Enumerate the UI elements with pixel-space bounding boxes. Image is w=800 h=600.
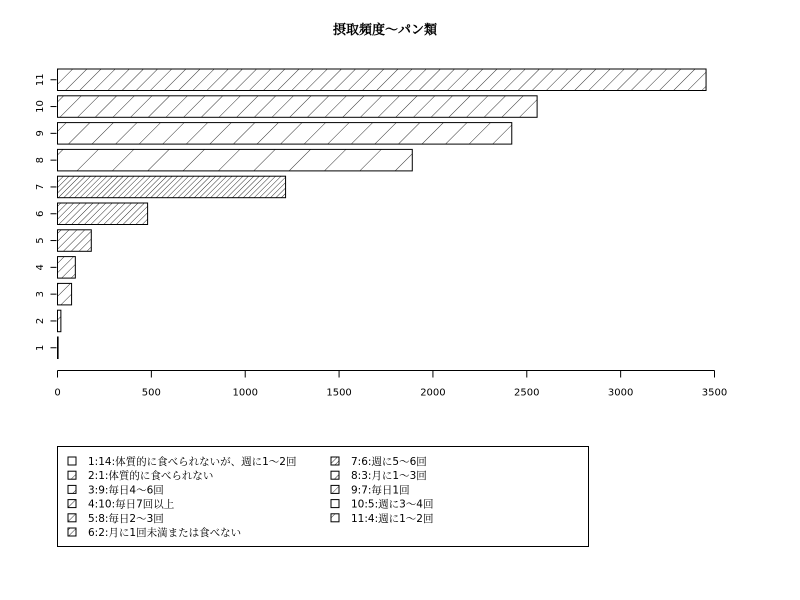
legend-item: 2:1:体質的に食べられない <box>88 470 214 483</box>
y-tick-label: 7 <box>35 183 46 191</box>
y-tick-label: 5 <box>35 237 46 244</box>
y-tick-label: 1 <box>35 344 46 351</box>
x-tick-label: 3500 <box>701 387 728 399</box>
bar-3 <box>58 283 72 305</box>
x-tick-label: 2000 <box>420 387 446 399</box>
legend-item: 10:5:週に3～4回 <box>351 498 434 511</box>
x-tick-label: 0 <box>54 387 61 399</box>
legend-swatch <box>68 514 76 522</box>
bar-1 <box>58 337 59 359</box>
y-tick-label: 9 <box>35 130 46 137</box>
legend-swatch <box>331 485 339 493</box>
legend-swatch <box>68 500 76 508</box>
x-tick-label: 3000 <box>607 387 634 399</box>
legend-swatch <box>331 471 339 479</box>
y-tick-label: 4 <box>35 264 46 271</box>
legend-swatch <box>331 457 339 465</box>
x-tick-label: 2500 <box>514 387 540 399</box>
y-axis <box>35 73 57 351</box>
y-tick-label: 2 <box>35 317 46 325</box>
y-tick-label: 6 <box>35 210 46 217</box>
legend-swatch <box>68 457 76 465</box>
y-tick-label: 11 <box>35 73 46 87</box>
legend-swatch <box>68 471 76 479</box>
legend-item: 7:6:週に5～6回 <box>351 456 427 468</box>
legend-swatch <box>68 528 76 536</box>
legend-item: 9:7:毎日1回 <box>351 484 410 497</box>
bar-8 <box>58 149 413 171</box>
bar-4 <box>58 257 76 279</box>
y-tick-label: 8 <box>35 156 46 164</box>
bar-9 <box>58 123 512 145</box>
x-tick-label: 1500 <box>326 387 352 399</box>
legend <box>58 447 589 547</box>
bars <box>58 69 707 359</box>
bar-6 <box>58 203 148 225</box>
legend-swatch <box>331 500 339 508</box>
y-tick-label: 10 <box>35 100 46 113</box>
legend-item: 11:4:週に1～2回 <box>351 512 434 525</box>
legend-item: 6:2:月に1回未満または食べない <box>88 527 242 539</box>
legend-item: 1:14:体質的に食べられないが、週に1～2回 <box>88 456 297 468</box>
y-tick-label: 3 <box>35 290 46 298</box>
x-tick-label: 1000 <box>232 387 258 399</box>
bar-5 <box>58 230 92 252</box>
legend-item: 4:10:毎日7回以上 <box>88 498 175 511</box>
bar-2 <box>58 310 61 332</box>
x-axis <box>54 371 727 399</box>
bar-7 <box>58 176 286 198</box>
legend-swatch <box>331 514 339 522</box>
legend-item: 3:9:毎日4～6回 <box>88 484 164 497</box>
legend-swatch <box>68 485 76 493</box>
x-tick-label: 500 <box>141 387 161 399</box>
chart-title: 摂取頻度～パン類 <box>332 23 438 38</box>
legend-item: 5:8:毎日2～3回 <box>88 512 164 525</box>
legend-item: 8:3:月に1～3回 <box>351 470 427 483</box>
bar-10 <box>58 96 538 118</box>
bar-11 <box>58 69 707 91</box>
